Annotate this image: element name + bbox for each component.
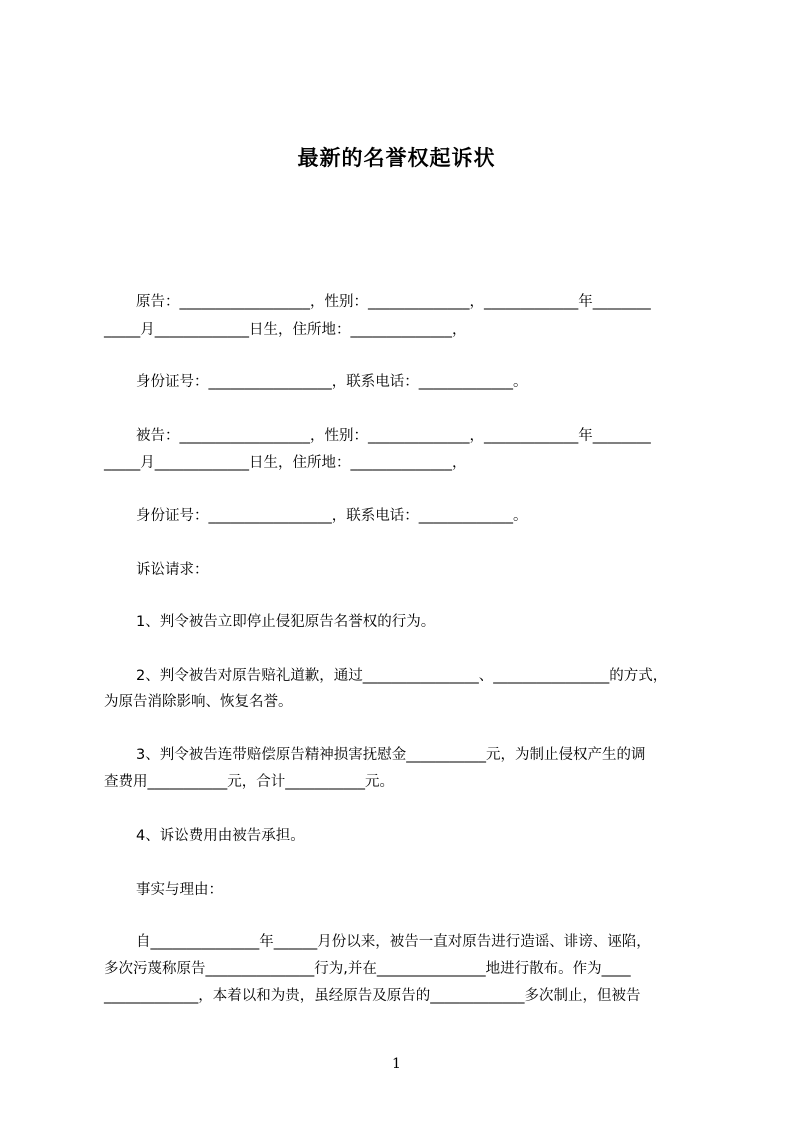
claim-4: 4、诉讼费用由被告承担。 (136, 828, 305, 844)
document-title: 最新的名誉权起诉状 (297, 146, 496, 170)
claim-1: 1、判令被告立即停止侵犯原告名誉权的行为。 (136, 614, 436, 630)
facts-heading: 事实与理由： (136, 882, 223, 898)
claim-2-line-1: 2、判令被告对原告赔礼道歉，通过________________、________________的方式， (136, 668, 668, 684)
plaintiff-id-line: 身份证号：_________________，联系电话：_____________。 (136, 374, 528, 390)
facts-line-3: _____________，本着以和为贵，虽经原告及原告的_____________多次制止，但被告 (104, 988, 641, 1004)
claims-heading: 诉讼请求： (136, 562, 209, 578)
claim-2-line-2: 为原告消除影响、恢复名誉。 (104, 694, 293, 710)
facts-line-1: 自_______________年______月份以来，被告一直对原告进行造谣、诽谤、诬陷， (136, 934, 651, 950)
plaintiff-info-line-1: 原告：__________________，性别：______________，_____________年________ (136, 294, 651, 310)
defendant-info-line-2: _____月_____________日生，住所地：______________， (104, 455, 467, 471)
defendant-info-line-1: 被告：__________________，性别：______________，_____________年________ (136, 428, 651, 444)
defendant-id-line: 身份证号：_________________，联系电话：_____________。 (136, 508, 528, 524)
plaintiff-info-line-2: _____月_____________日生，住所地：______________， (104, 322, 467, 338)
claim-3-line-2: 查费用___________元，合计___________元。 (104, 774, 394, 790)
claim-3-line-1: 3、判令被告连带赔偿原告精神损害抚慰金___________元，为制止侵权产生的调 (136, 747, 646, 763)
facts-line-2: 多次污蔑称原告_______________行为,并在_______________地进行散布。作为____ (104, 961, 631, 977)
page-number: 1 (392, 1056, 401, 1072)
